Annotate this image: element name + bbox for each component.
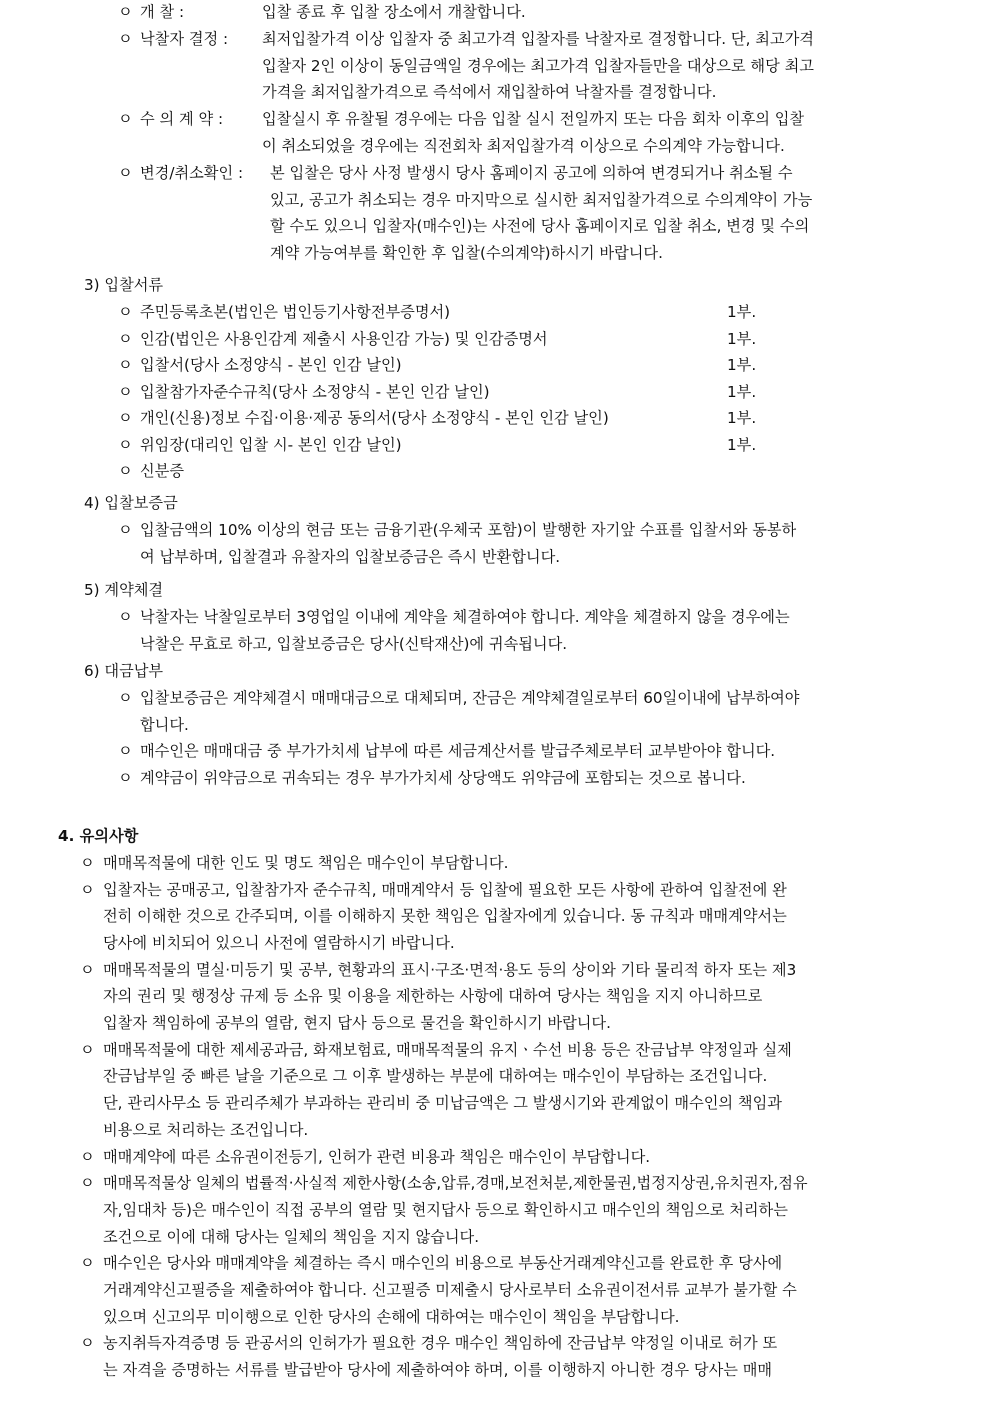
bullet-symbol: ㅇ xyxy=(80,880,95,899)
item-label: 개 찰 : xyxy=(140,3,185,21)
notice-text-line: 농지취득자격증명 등 관공서의 인허가가 필요한 경우 매수인 책임하에 잔금납부 약정일 이내로 허가 또 xyxy=(103,1334,778,1353)
bullet-symbol: ㅇ xyxy=(118,689,133,707)
item-text-line: 있고, 공고가 취소되는 경우 마지막으로 실시한 최저입찰가격으로 수의계약이 가능 xyxy=(270,190,813,209)
document-item: 입찰참가자준수규칙(당사 소정양식 - 본인 인감 날인) xyxy=(140,382,490,401)
item-text-line: 이 취소되었을 경우에는 직전회차 최저입찰가격 이상으로 수의계약 가능합니다. xyxy=(262,136,785,155)
copies-count: 1부. xyxy=(727,356,757,374)
bullet-text-line: 입찰보증금은 계약체결시 매매대금으로 대체되며, 잔금은 계약체결일로부터 60일이내에 납부하여야 xyxy=(140,689,800,707)
notice-text-line: 매매목적물상 일체의 법률적·사실적 제한사항(소송,압류,경매,보전처분,제한물권,법정지상권,유치권자,점유 xyxy=(103,1174,808,1193)
bullet-symbol: ㅇ xyxy=(118,110,133,128)
section-heading: 4. 유의사항 xyxy=(58,827,139,845)
copies-count: 1부. xyxy=(727,303,757,321)
subsection-heading: 3) 입찰서류 xyxy=(84,276,164,294)
item-text-line: 입찰자 2인 이상이 동일금액일 경우에는 최고가격 입찰자들만을 대상으로 해당 최고 xyxy=(262,56,814,75)
bullet-symbol: ㅇ xyxy=(118,3,133,21)
bullet-symbol: ㅇ xyxy=(118,382,133,401)
bullet-text-line: 합니다. xyxy=(140,715,189,734)
notice-text-line: 매수인은 당사와 매매계약을 체결하는 즉시 매수인의 비용으로 부동산거래계약신고를 완료한 후 당사에 xyxy=(103,1254,783,1273)
document-item: 개인(신용)정보 수집·이용·제공 동의서(당사 소정양식 - 본인 인감 날인) xyxy=(140,409,609,427)
notice-text-line: 자,임대차 등)은 매수인이 직접 공부의 열람 및 현지답사 등으로 확인하시고 매수인의 책임으로 처리하는 xyxy=(103,1200,788,1219)
document-item: 주민등록초본(법인은 법인등기사항전부증명서) xyxy=(140,303,451,321)
document-item: 신분증 xyxy=(140,462,185,480)
notice-text-line: 잔금납부일 중 빠른 날을 기준으로 그 이후 발생하는 부분에 대하여는 매수인이 부담하는 조건입니다. xyxy=(103,1067,768,1086)
item-text-line: 최저입찰가격 이상 입찰자 중 최고가격 입찰자를 낙찰자로 결정합니다. 단, 최고가격 xyxy=(262,30,814,48)
notice-text-line: 거래계약신고필증을 제출하여야 합니다. 신고필증 미제출시 당사로부터 소유권이전서류 교부가 불가할 수 xyxy=(103,1281,797,1299)
notice-text-line: 자의 권리 및 행정상 규제 등 소유 및 이용을 제한하는 사항에 대하여 당사는 책임을 지지 아니하므로 xyxy=(103,987,763,1006)
bullet-symbol: ㅇ xyxy=(80,1334,95,1353)
document-item: 입찰서(당사 소정양식 - 본인 인감 날인) xyxy=(140,356,402,374)
item-label: 변경/취소확인 : xyxy=(140,164,244,182)
document-item: 인감(법인은 사용인감계 제출시 사용인감 가능) 및 인감증명서 xyxy=(140,329,548,348)
bullet-text-line: 낙찰은 무효로 하고, 입찰보증금은 당사(신탁재산)에 귀속됩니다. xyxy=(140,634,568,653)
notice-text-line: 매매계약에 따른 소유권이전등기, 인허가 관련 비용과 책임은 매수인이 부담합니다. xyxy=(103,1147,651,1166)
copies-count: 1부. xyxy=(727,409,757,427)
subsection-heading: 4) 입찰보증금 xyxy=(84,494,178,512)
notice-text-line: 조건으로 이에 대해 당사는 일체의 책임을 지지 않습니다. xyxy=(103,1227,480,1246)
bullet-symbol: ㅇ xyxy=(80,854,95,872)
bullet-symbol: ㅇ xyxy=(118,329,133,348)
item-text-line: 할 수도 있으니 입찰자(매수인)는 사전에 당사 홈페이지로 입찰 취소, 변경 및 수의 xyxy=(270,217,810,235)
bullet-text-line: 계약금이 위약금으로 귀속되는 경우 부가가치세 상당액도 위약금에 포함되는 것으로 봅니다. xyxy=(140,768,746,787)
notice-text-line: 입찰자는 공매공고, 입찰참가자 준수규칙, 매매계약서 등 입찰에 필요한 모든 사항에 관하여 입찰전에 완 xyxy=(103,880,787,899)
notice-text-line: 매매목적물의 멸실·미등기 및 공부, 현황과의 표시·구조·면적·용도 등의 상이와 기타 물리적 하자 또는 제3 xyxy=(103,960,797,979)
notice-text-line: 매매목적물에 대한 인도 및 명도 책임은 매수인이 부담합니다. xyxy=(103,854,509,872)
copies-count: 1부. xyxy=(727,382,757,401)
subsection-heading: 6) 대금납부 xyxy=(84,662,164,680)
bullet-symbol: ㅇ xyxy=(118,30,133,48)
bullet-text-line: 입찰금액의 10% 이상의 현금 또는 금융기관(우체국 포함)이 발행한 자기앞 수표를 입찰서와 동봉하 xyxy=(140,521,797,539)
document-item: 위임장(대리인 입찰 시- 본인 인감 날인) xyxy=(140,435,402,454)
bullet-symbol: ㅇ xyxy=(118,303,133,321)
item-text-line: 가격을 최저입찰가격으로 즉석에서 재입찰하여 낙찰자를 결정합니다. xyxy=(262,83,717,101)
bullet-symbol: ㅇ xyxy=(118,435,133,454)
notice-text-line: 단, 관리사무소 등 관리주체가 부과하는 관리비 중 미납금액은 그 발생시기와 관계없이 매수인의 책임과 xyxy=(103,1094,782,1113)
notice-text-line: 비용으로 처리하는 조건입니다. xyxy=(103,1120,309,1139)
subsection-heading: 5) 계약체결 xyxy=(84,581,164,599)
item-label: 수 의 계 약 : xyxy=(140,110,224,128)
copies-count: 1부. xyxy=(727,329,757,348)
bullet-symbol: ㅇ xyxy=(118,164,133,182)
bullet-symbol: ㅇ xyxy=(118,521,133,539)
bullet-symbol: ㅇ xyxy=(118,409,133,427)
bullet-symbol: ㅇ xyxy=(118,742,133,760)
bullet-symbol: ㅇ xyxy=(80,1174,95,1193)
bullet-symbol: ㅇ xyxy=(80,1254,95,1273)
bullet-symbol: ㅇ xyxy=(118,462,133,480)
item-text-line: 본 입찰은 당사 사정 발생시 당사 홈페이지 공고에 의하여 변경되거나 취소될 수 xyxy=(270,164,793,182)
item-text-line: 입찰실시 후 유찰될 경우에는 다음 입찰 실시 전일까지 또는 다음 회차 이후의 입찰 xyxy=(262,110,805,128)
bullet-text-line: 낙찰자는 낙찰일로부터 3영업일 이내에 계약을 체결하여야 합니다. 계약을 체결하지 않을 경우에는 xyxy=(140,608,790,626)
notice-text-line: 전히 이해한 것으로 간주되며, 이를 이해하지 못한 책임은 입찰자에게 있습니다. 동 규칙과 매매계약서는 xyxy=(103,907,787,926)
bullet-symbol: ㅇ xyxy=(118,608,133,626)
item-text-line: 계약 가능여부를 확인한 후 입찰(수의계약)하시기 바랍니다. xyxy=(270,243,663,262)
bullet-symbol: ㅇ xyxy=(80,1147,95,1166)
bullet-symbol: ㅇ xyxy=(80,1040,95,1059)
notice-text-line: 당사에 비치되어 있으니 사전에 열람하시기 바랍니다. xyxy=(103,933,455,952)
bullet-text-line: 매수인은 매매대금 중 부가가치세 납부에 따른 세금계산서를 발급주체로부터 교부받아야 합니다. xyxy=(140,742,776,760)
notice-text-line: 는 자격을 증명하는 서류를 발급받아 당사에 제출하여야 하며, 이를 이행하지 아니한 경우 당사는 매매 xyxy=(103,1361,773,1380)
notice-text-line: 매매목적물에 대한 제세공과금, 화재보험료, 매매목적물의 유지ㆍ수선 비용 등은 잔금납부 약정일과 실제 xyxy=(103,1040,792,1059)
item-label: 낙찰자 결정 : xyxy=(140,30,229,48)
copies-count: 1부. xyxy=(727,435,757,454)
bullet-symbol: ㅇ xyxy=(118,356,133,374)
bullet-symbol: ㅇ xyxy=(80,960,95,979)
bullet-symbol: ㅇ xyxy=(118,768,133,787)
notice-text-line: 입찰자 책임하에 공부의 열람, 현지 답사 등으로 물건을 확인하시기 바랍니다. xyxy=(103,1014,611,1032)
notice-text-line: 있으며 신고의무 미이행으로 인한 당사의 손해에 대하여는 매수인이 책임을 부담합니다. xyxy=(103,1307,680,1326)
bullet-text-line: 여 납부하며, 입찰결과 유찰자의 입찰보증금은 즉시 반환합니다. xyxy=(140,547,561,566)
item-text-line: 입찰 종료 후 입찰 장소에서 개찰합니다. xyxy=(262,3,526,21)
